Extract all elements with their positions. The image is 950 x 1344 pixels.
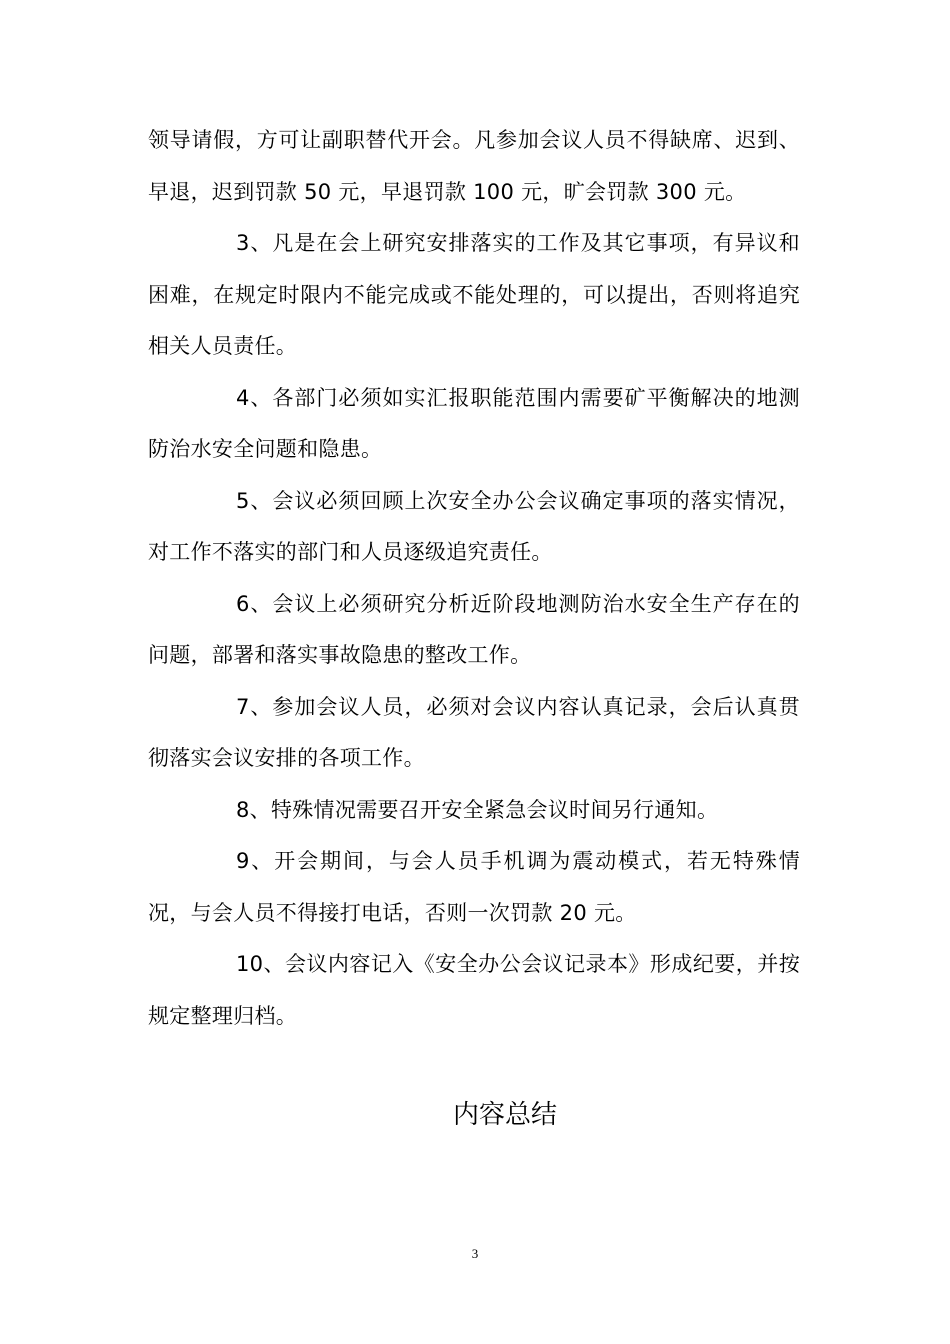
paragraph-item-5: 5、会议必须回顾上次安全办公会议确定事项的落实情况，对工作不落实的部门和人员逐级追究责任。 — [148, 488, 800, 564]
section-heading: 内容总结 — [452, 1100, 557, 1130]
paragraph-item-6: 6、会议上必须研究分析近阶段地测防治水安全生产存在的问题，部署和落实事故隐患的整改工作。 — [148, 591, 800, 667]
paragraph-item-8: 8、特殊情况需要召开安全紧急会议时间另行通知。 — [236, 797, 719, 822]
paragraph-item-10: 10、会议内容记入《安全办公会议记录本》形成纪要，并按规定整理归档。 — [148, 952, 800, 1028]
paragraph-item-7: 7、参加会议人员，必须对会议内容认真记录，会后认真贯彻落实会议安排的各项工作。 — [148, 694, 800, 770]
paragraph-item-9: 9、开会期间，与会人员手机调为震动模式，若无特殊情况，与会人员不得接打电话，否则一次罚款 20 元。 — [148, 849, 800, 925]
page-number: 3 — [471, 1246, 479, 1261]
paragraph-item-3: 3、凡是在会上研究安排落实的工作及其它事项，有异议和困难，在规定时限内不能完成或不能处理的，可以提出，否则将追究相关人员责任。 — [148, 231, 800, 358]
body-text — [148, 115, 800, 1042]
paragraph-item-4: 4、各部门必须如实汇报职能范围内需要矿平衡解决的地测防治水安全问题和隐患。 — [148, 385, 800, 461]
paragraph-continuation: 领导请假，方可让副职替代开会。凡参加会议人员不得缺席、迟到、早退，迟到罚款 50 元，早退罚款 100 元，旷会罚款 300 元。 — [148, 128, 800, 204]
